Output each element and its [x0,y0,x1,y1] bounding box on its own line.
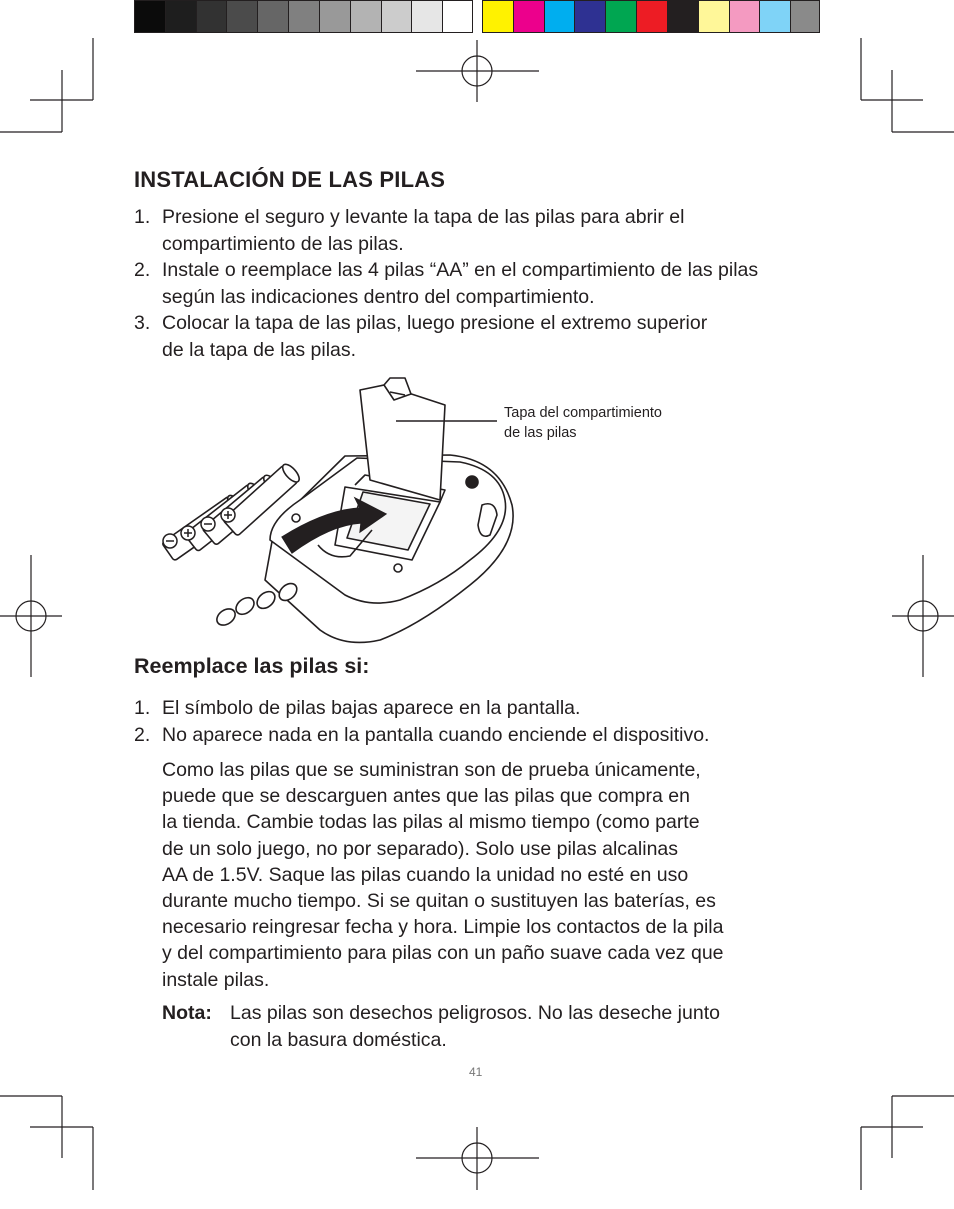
note-label: Nota: [162,1002,212,1024]
paragraph-line: puede que se descarguen antes que las pilas que compra en [162,785,690,808]
step-text-line: según las indicaciones dentro del compartimiento. [162,285,595,308]
paragraph-line: necesario reingresar fecha y hora. Limpie los contactos de la pila [162,916,724,939]
item-number: 1. [134,697,151,719]
list-item [134,722,834,749]
note-text-line: Las pilas son desechos peligrosos. No las deseche junto [230,1002,720,1024]
item-text: No aparece nada en la pantalla cuando enciende el dispositivo. [162,723,710,746]
step-text-line: compartimiento de las pilas. [162,232,404,255]
paragraph-line: de un solo juego, no por separado). Solo use pilas alcalinas [162,837,679,860]
paragraph-line: la tienda. Cambie todas las pilas al mismo tiempo (como parte [162,811,700,834]
callout-text-line: Tapa del compartimiento [504,405,662,421]
step-text-line: de la tapa de las pilas. [162,338,357,361]
paragraph-line: instale pilas. [162,968,270,991]
list-item [134,695,834,722]
step-text-line: Instale o reemplace las 4 pilas “AA” en el compartimiento de las pilas [162,259,759,281]
step-number: 1. [134,206,151,228]
page-number: 41 [469,1065,483,1079]
list-item [134,257,834,310]
paragraph-line: AA de 1.5V. Saque las pilas cuando la unidad no esté en uso [162,863,689,886]
list-item [134,310,834,363]
section-title-battery-installation: INSTALACIÓN DE LAS PILAS [134,167,446,192]
battery-info-paragraph [162,757,822,993]
battery-installation-illustration [155,375,525,645]
step-number: 2. [134,259,151,281]
item-number: 2. [134,723,151,746]
paragraph-line: durante mucho tiempo. Si se quitan o sustituyen las baterías, es [162,890,716,913]
section-title-replace-batteries: Reemplace las pilas si: [134,654,370,678]
item-text: El símbolo de pilas bajas aparece en la pantalla. [162,697,581,719]
step-number: 3. [134,312,151,334]
callout-text-line: de las pilas [504,425,577,441]
note-text [230,1000,820,1053]
list-item [134,204,834,257]
installation-steps [134,204,834,363]
note-text-line: con la basura doméstica. [230,1028,447,1051]
paragraph-line: y del compartimiento para pilas con un paño suave cada vez que [162,942,724,965]
callout-battery-cover [504,403,734,443]
replace-conditions-list [134,695,834,748]
step-text-line: Presione el seguro y levante la tapa de las pilas para abrir el [162,206,685,228]
paragraph-line: Como las pilas que se suministran son de prueba únicamente, [162,759,701,781]
step-text-line: Colocar la tapa de las pilas, luego presione el extremo superior [162,312,708,334]
